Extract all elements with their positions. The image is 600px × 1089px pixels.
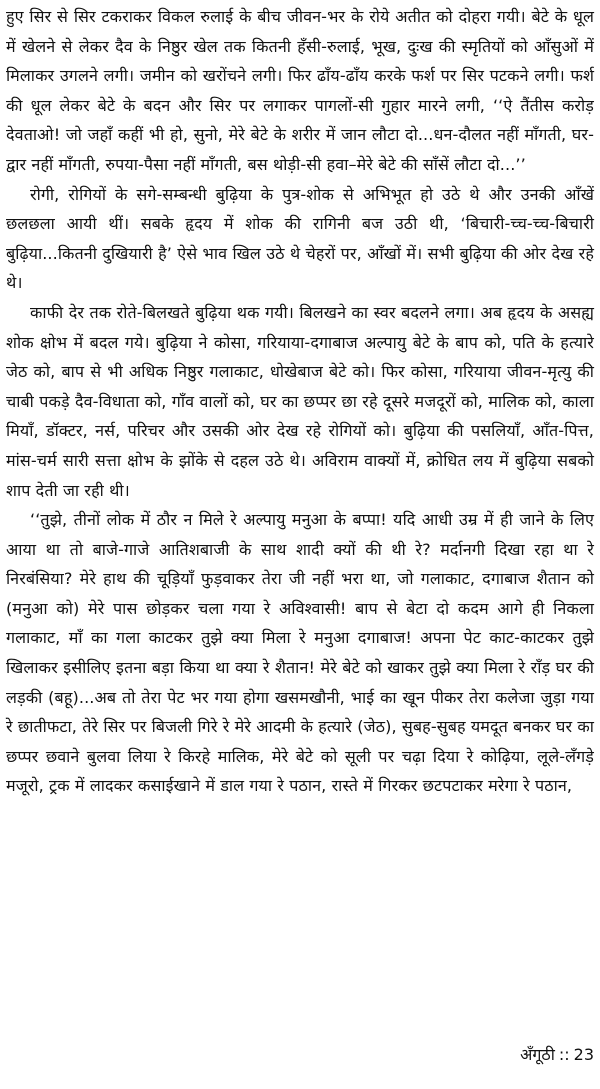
footer-separator: :: xyxy=(558,1045,570,1064)
page-body xyxy=(6,2,594,1042)
page-number: 23 xyxy=(573,1045,594,1064)
paragraph-3: काफी देर तक रोते-बिलखते बुढ़िया थक गयी। बिलखने का स्वर बदलने लगा। अब हृदय के असह्य शोक क्षोभ में बदल गये। बुढ़िया ने कोसा, गरियाया-दगाबाज अल्पायु बेटे के बाप को, पति के हत्यारे जेठ को, बाप से भी अधिक निष्ठुर गलाकाट, धोखेबाज बेटे को। फिर कोसा, गरियाया जीवन-मृत्यु की चाबी पकड़े दैव-विधाता को, गाँव वालों को, घर का छप्पर छा रहे दूसरे मजदूरों को, मालिक को, काला मियाँ, डॉक्टर, नर्स, परिचर और उसकी ओर देख रहे रोगियों को। बुढ़िया की पसलियाँ, आँत-पित्त, मांस-चर्म सारी सत्ता क्षोभ के झोंके से दहल उठे थे। अविराम वाक्यों में, क्रोधित लय में बुढ़िया सबको शाप देती जा रही थी। xyxy=(6,302,594,500)
paragraph-2: रोगी, रोगियों के सगे-सम्बन्धी बुढ़िया के पुत्र-शोक से अभिभूत हो उठे थे और उनकी आँखें छलछला आयी थीं। सबके हृदय में शोक की रागिनी बज उठी थी, ‘बिचारी-च्च-च्च-बिचारी बुढ़िया...कितनी दुखियारी है’ ऐसे भाव खिल उठे थे चेहरों पर, आँखों में। सभी बुढ़िया की ओर देख रहे थे। xyxy=(6,184,595,293)
paragraph-4: ‘‘तुझे, तीनों लोक में ठौर न मिले रे अल्पायु मनुआ के बप्पा! यदि आधी उम्र में ही जाने के लिए आया था तो बाजे-गाजे आतिशबाजी के साथ शादी क्यों की थी रे? मर्दानगी दिखा रहा था रे निरबंसिया? मेरे हाथ की चूड़ियाँ फुड़वाकर तेरा जी नहीं भरा था, जो गलाकाट, दगाबाज शैतान को (मनुआ को) मेरे पास छोड़कर चला गया रे अविश्वासी! बाप से बेटा दो कदम आगे ही निकला गलाकाट, माँ का गला काटकर तुझे क्या मिला रे मनुआ दगाबाज! अपना पेट काट-काटकर तुझे खिलाकर इसीलिए इतना बड़ा किया था क्या रे शैतान! मेरे बेटे को खाकर तुझे क्या मिला रे राँड़ घर की लड़की (बहू)...अब तो तेरा पेट भर गया होगा खसमखौनी, भाई का खून पीकर तेरा कलेजा जुड़ा गया रे छातीफटा, तेरे सिर पर बिजली गिरे रे मेरे आदमी के हत्यारे (जेठ), सुबह-सुबह यमदूत बनकर घर का छप्पर छवाने बुलवा लिया रे किरहे मालिक, मेरे बेटे को सूली पर चढ़ा दिया रे कोढ़िया, लूले-लँगड़े मजूरो, ट्रक में लादकर कसाईखाने में डाल गया रे पठान, रास्ते में गिरकर छटपटाकर मरेगा रे पठान, xyxy=(6,510,594,796)
page-footer xyxy=(300,1040,594,1070)
paragraph-1: हुए सिर से सिर टकराकर विकल रुलाई के बीच जीवन-भर के रोये अतीत को दोहरा गयी। बेटे के धूल में खेलने से लेकर दैव के निष्ठुर खेल तक कितनी हँसी-रुलाई, भूख, दुःख की स्मृतियों को आँसुओं में मिलाकर उगलने लगी। जमीन को खरोंचने लगी। फिर ढाँय-ढाँय करके फर्श पर सिर पटकने लगी। फर्श की धूल लेकर बेटे के बदन और सिर पर लगाकर पागलों-सी गुहार मारने लगी, ‘‘ऐ तैंतीस करोड़ देवताओ! जो जहाँ कहीं भी हो, सुनो, मेरे बेटे के शरीर में जान लौटा दो...धन-दौलत नहीं माँगती, घर-द्वार नहीं माँगती, रुपया-पैसा नहीं माँगती, बस थोड़ी-सी हवा–मेरे बेटे की साँसें लौटा दो...’’ xyxy=(6,7,594,174)
footer-book-title: अँगूठी xyxy=(520,1045,555,1064)
